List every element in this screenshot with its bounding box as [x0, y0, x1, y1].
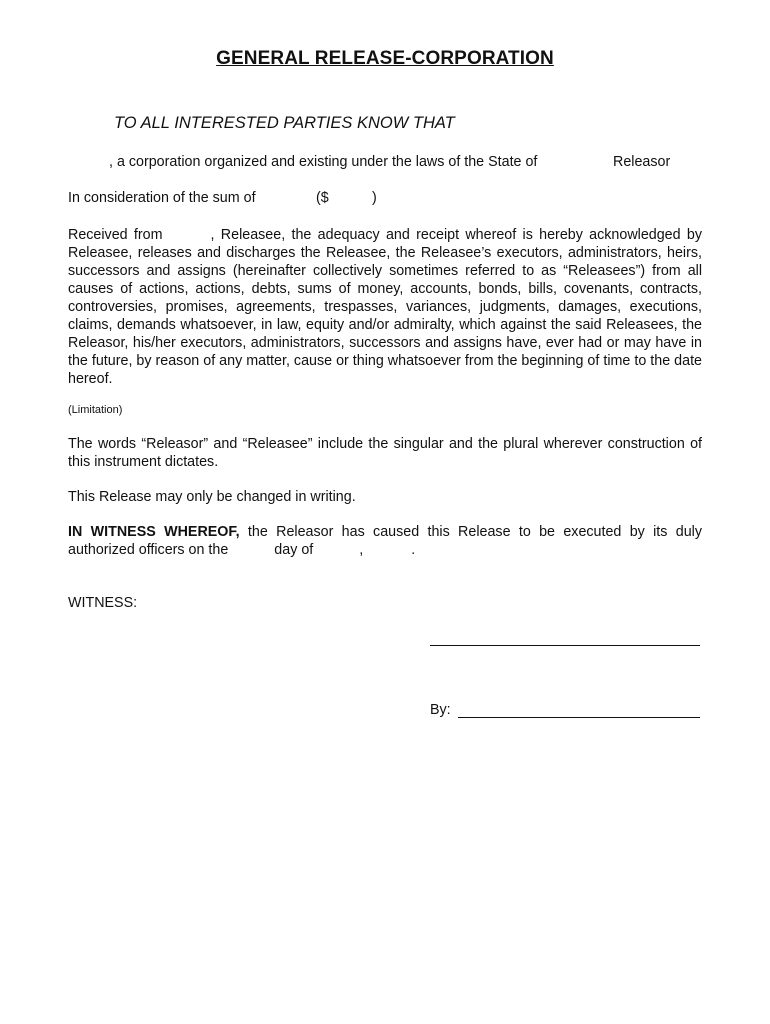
witness-whereof-paragraph	[68, 523, 702, 559]
release-paragraph	[68, 226, 702, 388]
limitation-note: (Limitation)	[68, 404, 123, 416]
by-signature-line	[458, 717, 700, 718]
amount-close: )	[372, 190, 377, 206]
intro-heading: TO ALL INTERESTED PARTIES KNOW THAT	[114, 114, 455, 132]
received-from-label: Received from	[68, 227, 163, 243]
change-paragraph: This Release may only be changed in writing.	[68, 489, 356, 505]
witness-whereof-text: the Releasor has caused this Release to be executed by its duly authorized officers on the	[68, 524, 702, 558]
witness-whereof-bold: IN WITNESS WHEREOF,	[68, 524, 240, 540]
releasor-label: Releasor	[613, 154, 671, 170]
witness-label: WITNESS:	[68, 595, 138, 611]
by-label: By:	[430, 702, 451, 718]
day-of-label: day of	[274, 542, 314, 558]
consideration-line: In consideration of the sum of	[68, 190, 256, 206]
corporation-line: , a corporation organized and existing under the laws of the State of	[109, 154, 538, 170]
release-paragraph-text: , Releasee, the adequacy and receipt whereof is hereby acknowledged by Releasee, releases and discharges the Releasee, the Releasee’s executors, administrators, heirs, successors and assigns (hereinafter collectively sometimes referred to as “Releasees”) from all causes of actions, actions, debts, sums of money, accounts, bonds, bills, covenants, contracts, controversies, promises, agreements, trespasses, variances, judgments, damages, executions, claims, demands whatsoever, in law, equity and/or admiralty, which against the said Releasees, the Releasor, his/her executors, administrators, successors and assigns have, ever had or may have in the future, by reason of any matter, cause or thing whatsoever from the beginning of time to the date hereof.	[68, 227, 702, 387]
amount-open: ($	[316, 190, 329, 206]
signature-line	[430, 645, 700, 646]
document-title: GENERAL RELEASE-CORPORATION	[216, 48, 554, 69]
words-paragraph: The words “Releasor” and “Releasee” include the singular and the plural wherever construction of this instrument dictates.	[68, 436, 702, 470]
date-period: .	[411, 542, 416, 558]
date-comma: ,	[359, 542, 364, 558]
